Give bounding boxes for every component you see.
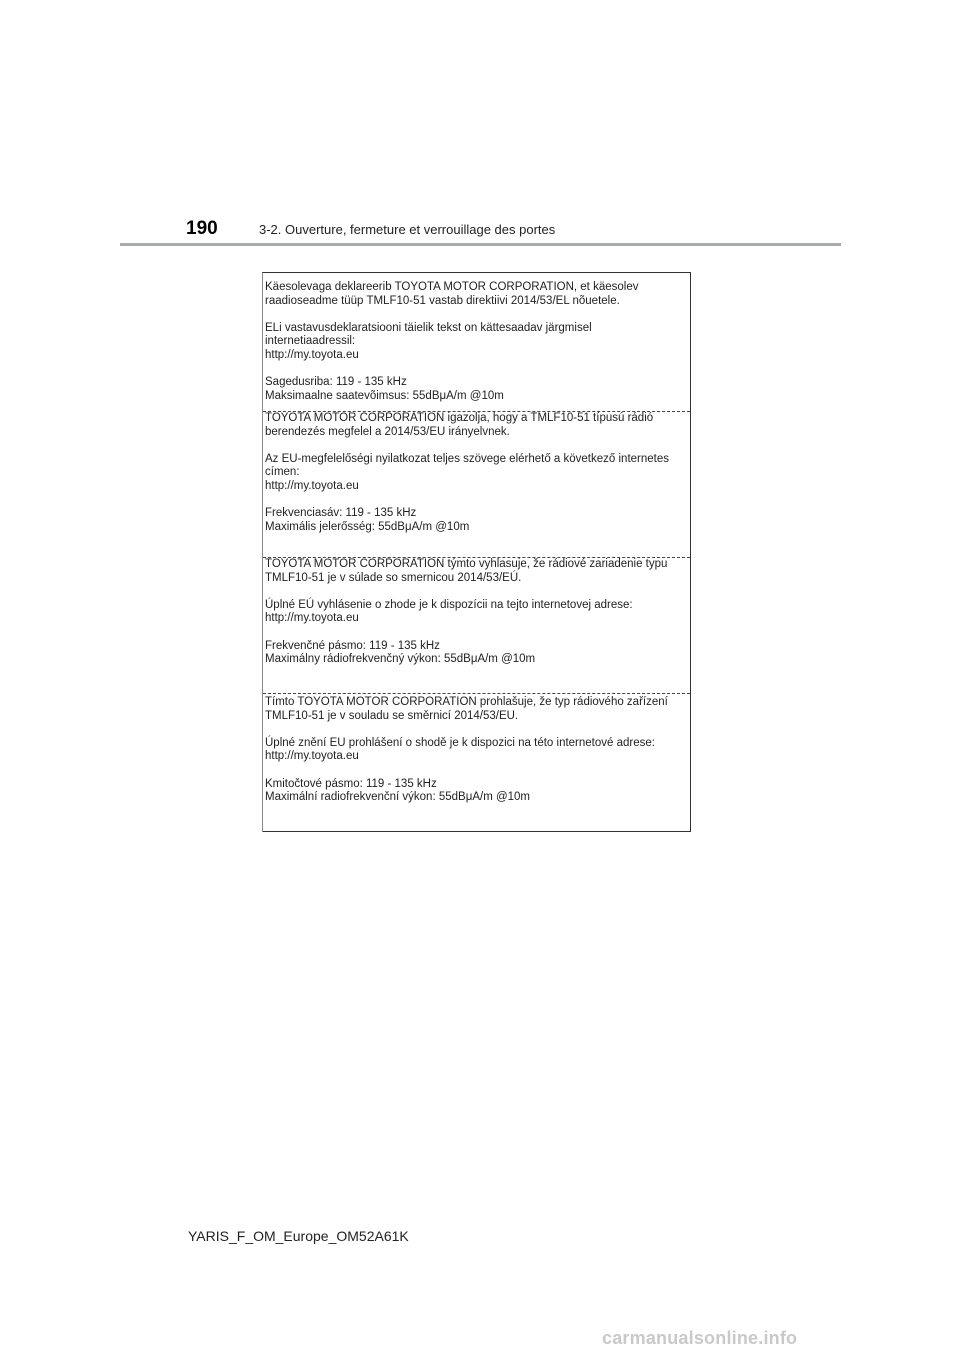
text-line: TMLF10-51 je v súlade so smernicou 2014/53/EÚ. bbox=[265, 571, 522, 584]
text-line: TMLF10-51 je v souladu se směrnicí 2014/53/EU. bbox=[265, 709, 519, 722]
footer-doc-code: YARIS_F_OM_Europe_OM52A61K bbox=[188, 1228, 409, 1244]
text-line: TOYOTA MOTOR CORPORATION týmto vyhlasuje, že rádiové zariadenie typu bbox=[265, 558, 668, 570]
url-text: http://my.toyota.eu bbox=[265, 479, 359, 492]
text-line: Kmitočtové pásmo: 119 - 135 kHz bbox=[265, 777, 437, 790]
text-line: Az EU-megfelelőségi nyilatkozat teljes szövege elérhető a következő internetes bbox=[265, 452, 669, 465]
declaration-block-estonian bbox=[263, 281, 690, 403]
header-rule bbox=[120, 243, 841, 246]
text-line: Maximális jelerősség: 55dBμA/m @10m bbox=[265, 520, 470, 533]
text-line: ELi vastavusdeklaratsiooni täielik tekst on kättesaadav järgmisel bbox=[265, 321, 592, 334]
url-text: http://my.toyota.eu bbox=[265, 348, 359, 361]
declaration-block-hungarian bbox=[263, 412, 690, 534]
separator bbox=[263, 693, 690, 694]
text-line: internetiaadressil: bbox=[265, 335, 356, 348]
text-line: Úplné znění EU prohlášení o shodě je k dispozici na této internetové adrese: bbox=[265, 736, 655, 749]
text-line: Tímto TOYOTA MOTOR CORPORATION prohlašuje, že typ rádiového zařízení bbox=[265, 696, 668, 708]
declaration-block-czech bbox=[263, 696, 690, 805]
text-line: Maksimaalne saatevõimsus: 55dBμA/m @10m bbox=[265, 389, 504, 402]
text-line: TOYOTA MOTOR CORPORATION igazolja, hogy a TMLF10-51 típusú rádió bbox=[265, 412, 654, 424]
text-line: címen: bbox=[265, 466, 300, 479]
text-line: Sagedusriba: 119 - 135 kHz bbox=[265, 376, 407, 389]
declaration-block-slovak bbox=[263, 558, 690, 667]
declaration-box bbox=[262, 272, 691, 832]
text-line: Úplné EÚ vyhlásenie o zhode je k dispozícii na tejto internetovej adrese: bbox=[265, 598, 633, 611]
url-text: http://my.toyota.eu bbox=[265, 612, 359, 625]
text-line: Käesolevaga deklareerib TOYOTA MOTOR CORPORATION, et käesolev bbox=[265, 281, 639, 293]
text-line: Maximálny rádiofrekvenčný výkon: 55dBμA/m @10m bbox=[265, 653, 536, 666]
text-line: berendezés megfelel a 2014/53/EU irányelvnek. bbox=[265, 425, 510, 438]
text-line: raadioseadme tüüp TMLF10-51 vastab direktiivi 2014/53/EL nõuetele. bbox=[265, 294, 620, 307]
text-line: Frekvenciasáv: 119 - 135 kHz bbox=[265, 507, 417, 520]
text-line: Maximální radiofrekvenční výkon: 55dBμA/m @10m bbox=[265, 791, 531, 804]
page-number: 190 bbox=[186, 218, 218, 239]
box-bottom-rule bbox=[263, 831, 690, 832]
watermark: carmanualsonline.info bbox=[602, 1328, 798, 1348]
text-line: Frekvenčné pásmo: 119 - 135 kHz bbox=[265, 639, 440, 652]
section-title: 3-2. Ouverture, fermeture et verrouillage des portes bbox=[259, 222, 556, 237]
url-text: http://my.toyota.eu bbox=[265, 750, 359, 763]
